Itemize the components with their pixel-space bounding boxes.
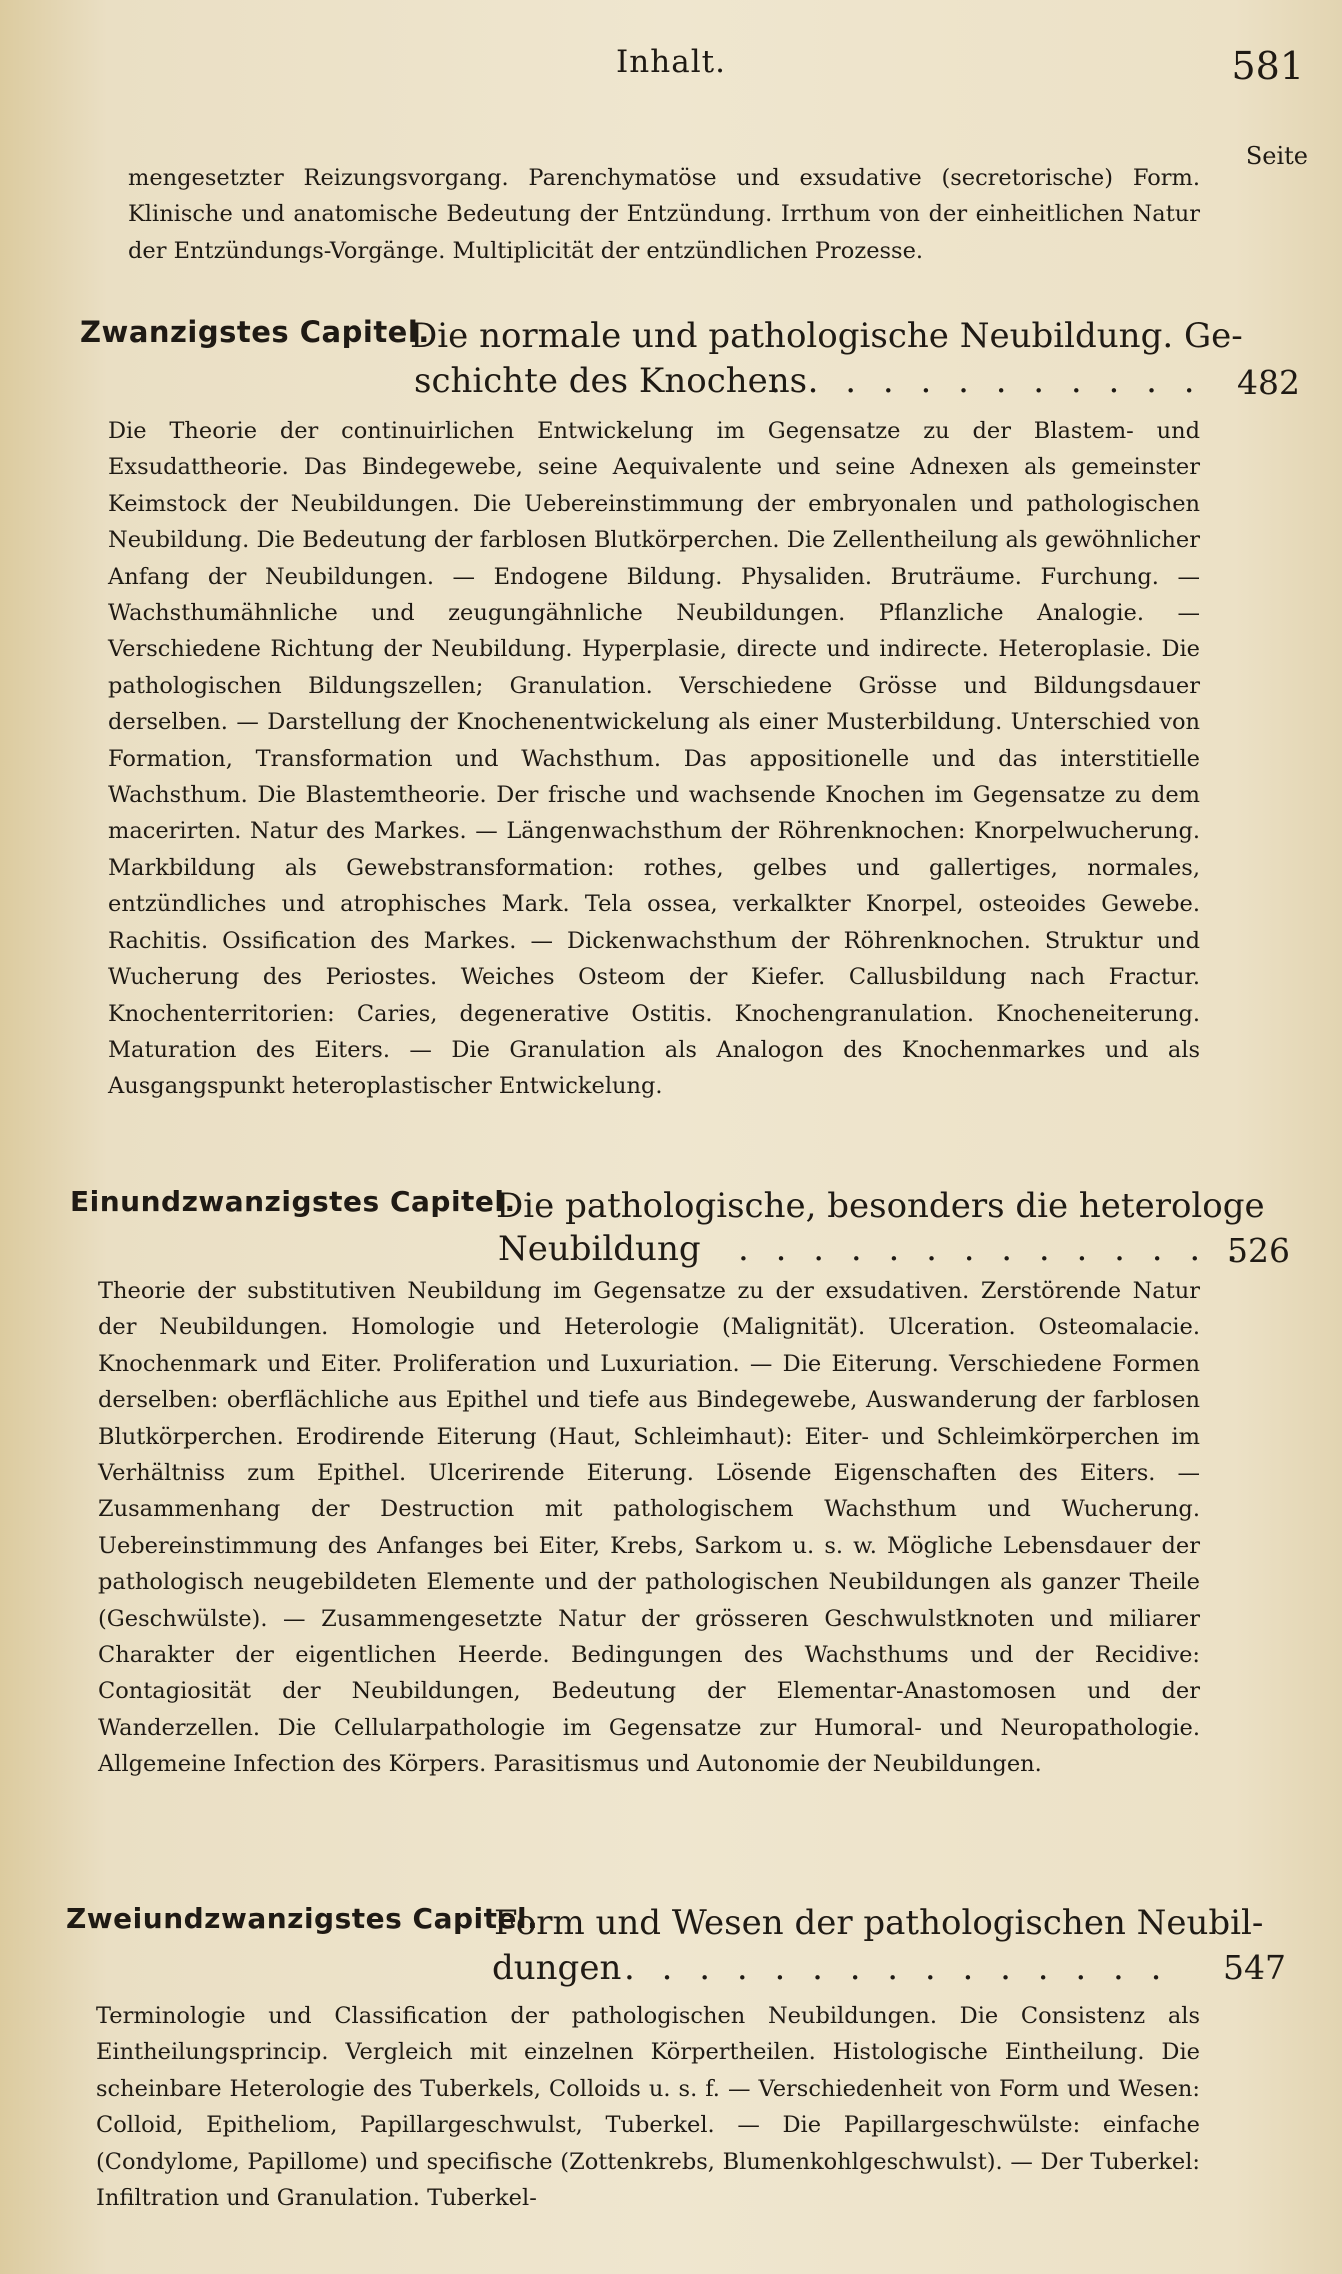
chapter-title: Die normale und pathologische Neubildung. Ge-: [410, 316, 1243, 356]
page-number: 581: [1231, 44, 1304, 88]
chapter-title-continued: Neubildung: [498, 1229, 701, 1269]
chapter-page-number: 526: [1227, 1231, 1290, 1270]
intro-paragraph: mengesetzter Reizungsvorgang. Parenchymatöse und exsudative (secretorische) Form. Klinische und anatomische Bedeutung der Entzündung. Irrthum von der einheitlichen Natur der Entzündungs-Vorgänge. Multiplicität der entzündlichen Prozesse.: [128, 165, 1200, 264]
chapter-page-number: 482: [1237, 363, 1300, 402]
chapter-title: Die pathologische, besonders die heterologe: [496, 1186, 1265, 1226]
chapter-label: Zweiundzwanzigstes Capitel.: [66, 1902, 539, 1935]
chapter-summary-22: Terminologie und Classification der pathologischen Neubildungen. Die Consistenz als Eintheilungsprincip. Vergleich mit einzelnen Körpertheilen. Histologische Eintheilung. Die scheinbare Heterologie des Tuberkels, Colloids u. s. f. — Verschiedenheit von Form und Wesen: Colloid, Epitheliom, Papillargeschwulst, Tuberkel. — Die Papillargeschwülste: einfache (Condylome, Papillome) und specifische (Zottenkrebs, Blumenkohlgeschwulst). — Der Tuberkel: Infiltration und Granulation. Tuberkel-: [96, 2003, 1200, 2212]
chapter-page-number: 547: [1223, 1948, 1286, 1987]
chapter-title-continued: schichte des Knochens: [414, 361, 808, 401]
chapter-label: Zwanzigstes Capitel.: [80, 315, 430, 349]
leader-dots: . . . . . . . . . . . . . . .: [624, 1948, 1170, 1988]
chapter-summary-20: Die Theorie der continuirlichen Entwickelung im Gegensatze zu der Blastem- und Exsudattheorie. Das Bindegewebe, seine Aequivalente und seine Adnexen als gemeinster Keimstock der Neubildungen. Die Uebereinstimmung der embryonalen und pathologischen Neubildung. Die Bedeutung der farblosen Blutkörperchen. Die Zellentheilung als gewöhnlicher Anfang der Neubildungen. — Endogene Bildung. Physaliden. Bruträume. Furchung. — Wachsthumähnliche und zeugungähnliche Neubildungen. Pflanzliche Analogie. — Verschiedene Richtung der Neubildung. Hyperplasie, directe und indirecte. Heteroplasie. Die pathologischen Bildungszellen; Granulation. Verschiedene Grösse und Bildungsdauer derselben. — Darstellung der Knochenentwickelung als einer Musterbildung. Unterschied von Formation, Transformation und Wachsthum. Das appositionelle und das interstitielle Wachsthum. Die Blastemtheorie. Der frische und wachsende Knochen im Gegensatze zu dem macerirten. Natur des Markes. — Längenwachsthum der Röhrenknochen: Knorpelwucherung. Markbildung als Gewebstransformation: rothes, gelbes und gallertiges, normales, entzündliches und atrophisches Mark. Tela ossea, verkalkter Knorpel, osteoides Gewebe. Rachitis. Ossification des Markes. — Dickenwachsthum der Röhrenknochen. Struktur und Wucherung des Periostes. Weiches Osteom der Kiefer. Callusbildung nach Fractur. Knochenterritorien: Caries, degenerative Ostitis. Knochengranulation. Knocheneiterung. Maturation des Eiters. — Die Granulation als Analogon des Knochenmarkes und als Ausgangspunkt heteroplastischer Entwickelung.: [108, 418, 1200, 1100]
chapter-summary-21: Theorie der substitutiven Neubildung im Gegensatze zu der exsudativen. Zerstörende Natur der Neubildungen. Homologie und Heterologie (Malignität). Ulceration. Osteomalacie. Knochenmark und Eiter. Proliferation und Luxuriation. — Die Eiterung. Verschiedene Formen derselben: oberflächliche aus Epithel und tiefe aus Bindegewebe, Auswanderung der farblosen Blutkörperchen. Erodirende Eiterung (Haut, Schleimhaut): Eiter- und Schleimkörperchen im Verhältniss zum Epithel. Ulcerirende Eiterung. Lösende Eigenschaften des Eiters. — Zusammenhang der Destruction mit pathologischem Wachsthum und Wucherung. Uebereinstimmung des Anfanges bei Eiter, Krebs, Sarkom u. s. w. Mögliche Lebensdauer der pathologisch neugebildeten Elemente und der pathologischen Neubildungen als ganzer Theile (Geschwülste). — Zusammengesetzte Natur der grösseren Geschwulstknoten und miliarer Charakter der eigentlichen Heerde. Bedingungen des Wachsthums und der Recidive: Contagiosität der Neubildungen, Bedeutung der Elementar-Anastomosen und der Wanderzellen. Die Cellularpathologie im Gegensatze zur Humoral- und Neuropathologie. Allgemeine Infection des Körpers. Parasitismus und Autonomie der Neubildungen.: [98, 1278, 1200, 1778]
running-header: Inhalt.: [616, 44, 726, 80]
leader-dots: . . . . . . . . . . . .: [770, 361, 1203, 401]
seite-column-label: Seite: [1245, 142, 1308, 170]
leader-dots: . . . . . . . . . . . . . .: [738, 1229, 1246, 1269]
chapter-title: Form und Wesen der pathologischen Neubil-: [494, 1903, 1264, 1943]
chapter-label: Einundzwanzigstes Capitel.: [70, 1185, 516, 1218]
chapter-title-continued: dungen: [492, 1948, 622, 1988]
